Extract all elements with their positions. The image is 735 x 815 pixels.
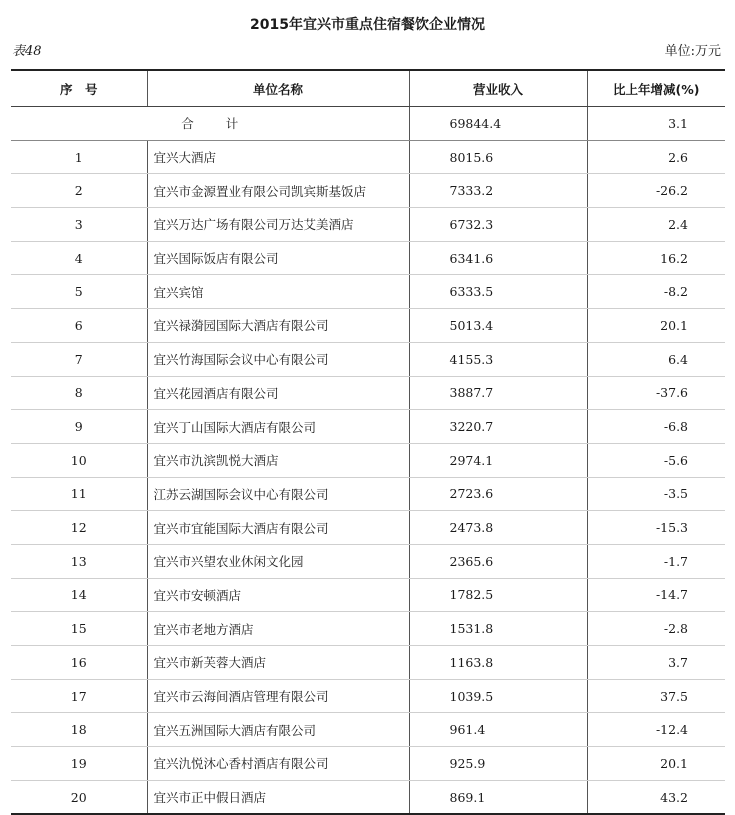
- table-row: [11, 544, 725, 578]
- total-row: [11, 107, 725, 141]
- row-revenue: 3887.7: [409, 376, 587, 410]
- row-revenue: 7333.2: [409, 174, 587, 208]
- row-revenue: 4155.3: [409, 342, 587, 376]
- row-change: -6.8: [587, 410, 725, 444]
- row-change: 20.1: [587, 309, 725, 343]
- row-name: 宜兴市老地方酒店: [147, 612, 409, 646]
- row-name: 宜兴万达广场有限公司万达艾美酒店: [147, 208, 409, 242]
- row-number: 17: [11, 679, 147, 713]
- row-change: -15.3: [587, 511, 725, 545]
- row-change: 20.1: [587, 747, 725, 781]
- table-row: [11, 747, 725, 781]
- table-row: [11, 443, 725, 477]
- row-name: 宜兴市安顿酒店: [147, 578, 409, 612]
- table-row: [11, 578, 725, 612]
- row-number: 20: [11, 780, 147, 814]
- row-revenue: 2365.6: [409, 544, 587, 578]
- row-number: 12: [11, 511, 147, 545]
- row-name: 宜兴市金源置业有限公司凯宾斯基饭店: [147, 174, 409, 208]
- row-change: -5.6: [587, 443, 725, 477]
- total-change: 3.1: [587, 107, 725, 141]
- row-name: 宜兴丁山国际大酒店有限公司: [147, 410, 409, 444]
- row-name: 宜兴市宜能国际大酒店有限公司: [147, 511, 409, 545]
- table-row: [11, 241, 725, 275]
- row-name: 江苏云湖国际会议中心有限公司: [147, 477, 409, 511]
- row-change: -37.6: [587, 376, 725, 410]
- row-revenue: 1039.5: [409, 679, 587, 713]
- row-change: -26.2: [587, 174, 725, 208]
- row-change: -3.5: [587, 477, 725, 511]
- row-name: 宜兴氿悦沐心香村酒店有限公司: [147, 747, 409, 781]
- row-name: 宜兴市氿滨凯悦大酒店: [147, 443, 409, 477]
- table-row: [11, 679, 725, 713]
- header-row: [11, 70, 725, 107]
- row-revenue: 2723.6: [409, 477, 587, 511]
- table-row: [11, 713, 725, 747]
- table-row: [11, 612, 725, 646]
- header-name: 单位名称: [147, 70, 409, 107]
- table-row: [11, 477, 725, 511]
- row-change: -8.2: [587, 275, 725, 309]
- row-number: 18: [11, 713, 147, 747]
- row-number: 4: [11, 241, 147, 275]
- table-row: [11, 342, 725, 376]
- row-revenue: 2473.8: [409, 511, 587, 545]
- row-number: 11: [11, 477, 147, 511]
- enterprise-table: [11, 69, 725, 815]
- table-number: 表48: [12, 44, 42, 59]
- row-name: 宜兴国际饭店有限公司: [147, 241, 409, 275]
- row-change: -14.7: [587, 578, 725, 612]
- row-revenue: 925.9: [409, 747, 587, 781]
- row-change: -12.4: [587, 713, 725, 747]
- unit-label: 单位:万元: [664, 44, 721, 59]
- row-revenue: 1782.5: [409, 578, 587, 612]
- table-row: [11, 174, 725, 208]
- page-title: 2015年宜兴市重点住宿餐饮企业情况: [250, 17, 485, 33]
- total-label-1: 合: [181, 116, 194, 132]
- row-number: 15: [11, 612, 147, 646]
- row-name: 宜兴市新芙蓉大酒店: [147, 646, 409, 680]
- table-row: [11, 208, 725, 242]
- row-number: 2: [11, 174, 147, 208]
- row-name: 宜兴宾馆: [147, 275, 409, 309]
- total-label-2: 计: [225, 116, 239, 132]
- row-revenue: 2974.1: [409, 443, 587, 477]
- row-number: 16: [11, 646, 147, 680]
- row-number: 10: [11, 443, 147, 477]
- row-name: 宜兴禄漪园国际大酒店有限公司: [147, 309, 409, 343]
- table-row: [11, 275, 725, 309]
- row-number: 14: [11, 578, 147, 612]
- row-name: 宜兴花园酒店有限公司: [147, 376, 409, 410]
- row-revenue: 6732.3: [409, 208, 587, 242]
- table-row: [11, 410, 725, 444]
- row-revenue: 961.4: [409, 713, 587, 747]
- header-change: 比上年增减(%): [587, 70, 725, 107]
- table-row: [11, 140, 725, 174]
- row-revenue: 6341.6: [409, 241, 587, 275]
- table-row: [11, 309, 725, 343]
- row-revenue: 8015.6: [409, 140, 587, 174]
- row-change: 37.5: [587, 679, 725, 713]
- row-number: 1: [11, 140, 147, 174]
- table-row: [11, 376, 725, 410]
- row-number: 5: [11, 275, 147, 309]
- row-change: 6.4: [587, 342, 725, 376]
- table-row: [11, 511, 725, 545]
- table-row: [11, 780, 725, 814]
- row-name: 宜兴五洲国际大酒店有限公司: [147, 713, 409, 747]
- row-change: 16.2: [587, 241, 725, 275]
- row-name: 宜兴市兴望农业休闲文化园: [147, 544, 409, 578]
- row-number: 3: [11, 208, 147, 242]
- row-revenue: 5013.4: [409, 309, 587, 343]
- row-name: 宜兴市正中假日酒店: [147, 780, 409, 814]
- row-change: 2.4: [587, 208, 725, 242]
- total-revenue: 69844.4: [409, 107, 587, 141]
- row-number: 19: [11, 747, 147, 781]
- row-change: 2.6: [587, 140, 725, 174]
- row-number: 8: [11, 376, 147, 410]
- header-seq: 序 号: [11, 70, 147, 107]
- row-change: -2.8: [587, 612, 725, 646]
- row-number: 7: [11, 342, 147, 376]
- row-change: -1.7: [587, 544, 725, 578]
- row-number: 9: [11, 410, 147, 444]
- row-number: 13: [11, 544, 147, 578]
- row-revenue: 1163.8: [409, 646, 587, 680]
- total-label: [11, 107, 409, 141]
- row-number: 6: [11, 309, 147, 343]
- row-revenue: 6333.5: [409, 275, 587, 309]
- row-change: 3.7: [587, 646, 725, 680]
- row-change: 43.2: [587, 780, 725, 814]
- row-revenue: 869.1: [409, 780, 587, 814]
- row-name: 宜兴市云海间酒店管理有限公司: [147, 679, 409, 713]
- row-revenue: 3220.7: [409, 410, 587, 444]
- row-name: 宜兴竹海国际会议中心有限公司: [147, 342, 409, 376]
- table-row: [11, 646, 725, 680]
- row-revenue: 1531.8: [409, 612, 587, 646]
- header-revenue: 营业收入: [409, 70, 587, 107]
- row-name: 宜兴大酒店: [147, 140, 409, 174]
